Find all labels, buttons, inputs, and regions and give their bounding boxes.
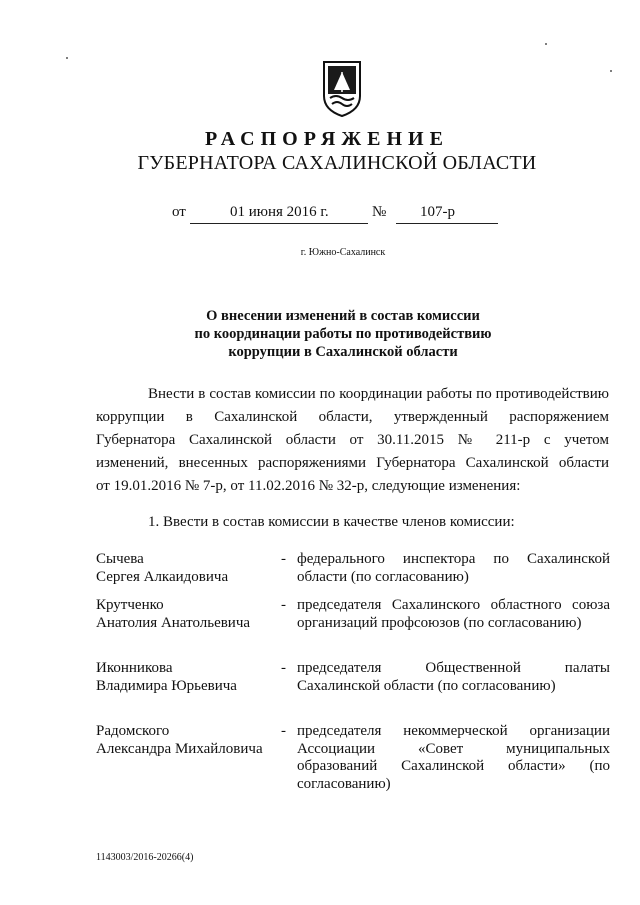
heading-line: коррупции в Сахалинской области xyxy=(228,344,458,360)
scan-speck xyxy=(545,43,547,45)
document-number: 107-р xyxy=(420,204,455,220)
member-dash: - xyxy=(281,551,286,567)
date-number-row xyxy=(0,204,640,228)
member-name xyxy=(96,723,281,758)
member-surname: Крутченко xyxy=(96,597,164,613)
document-title: РАСПОРЯЖЕНИЕ xyxy=(205,128,449,150)
member-name xyxy=(96,597,281,632)
member-name xyxy=(96,660,281,695)
number-underline xyxy=(396,223,498,224)
position-line: председателя некоммерческой организации xyxy=(297,723,610,739)
date-prefix: от xyxy=(172,204,186,220)
position-line: председателя Сахалинского областного союза xyxy=(297,597,610,613)
position-line: председателя Общественной палаты xyxy=(297,660,610,676)
paragraph-line: Внести в состав комиссии по координации работы по противодействию xyxy=(148,386,609,402)
document-subtitle: ГУБЕРНАТОРА САХАЛИНСКОЙ ОБЛАСТИ xyxy=(137,152,537,174)
member-given-names: Александра Михайловича xyxy=(96,740,263,757)
paragraph-line: Губернатора Сахалинской области от 30.11.2015 № 211-р с учетом xyxy=(96,432,609,448)
document-date: 01 июня 2016 г. xyxy=(230,204,329,220)
member-position xyxy=(297,597,610,632)
member-given-names: Анатолия Анатольевича xyxy=(96,614,251,631)
scan-speck xyxy=(66,57,68,59)
position-line: образований Сахалинской области» (по xyxy=(297,758,610,774)
member-surname: Иконникова xyxy=(96,660,173,676)
member-surname: Сычева xyxy=(96,551,144,567)
paragraph-line: от 19.01.2016 № 7-р, от 11.02.2016 № 32-р, следующие изменения: xyxy=(96,478,521,494)
coat-of-arms-icon xyxy=(322,60,362,118)
date-underline xyxy=(190,223,368,224)
member-position xyxy=(297,723,610,793)
subject-heading xyxy=(0,307,640,361)
member-position xyxy=(297,660,610,695)
item-1: 1. Ввести в состав комиссии в качестве членов комиссии: xyxy=(148,514,515,530)
member-name xyxy=(96,551,281,586)
document-code: 1143003/2016-20266(4) xyxy=(96,852,194,863)
paragraph-line: коррупции в Сахалинской области, утвержденный распоряжением xyxy=(96,409,609,425)
member-dash: - xyxy=(281,660,286,676)
position-line: согласованию) xyxy=(297,775,391,792)
number-sign: № xyxy=(372,204,387,220)
position-line: области (по согласованию) xyxy=(297,568,469,585)
member-given-names: Сергея Алкаидовича xyxy=(96,568,229,585)
member-given-names: Владимира Юрьевича xyxy=(96,677,237,694)
position-line: организаций профсоюзов (по согласованию) xyxy=(297,614,582,631)
paragraph-line: изменений, внесенных распоряжениями Губернатора Сахалинской области xyxy=(96,455,609,471)
member-dash: - xyxy=(281,723,286,739)
city: г. Южно-Сахалинск xyxy=(300,247,386,258)
member-position xyxy=(297,551,610,586)
position-line: федерального инспектора по Сахалинской xyxy=(297,551,610,567)
heading-line: по координации работы по противодействию xyxy=(194,326,492,342)
position-line: Сахалинской области (по согласованию) xyxy=(297,677,556,694)
member-surname: Радомского xyxy=(96,723,170,739)
scan-speck xyxy=(610,70,612,72)
position-line: Ассоциации «Совет муниципальных xyxy=(297,740,610,757)
member-dash: - xyxy=(281,597,286,613)
body-paragraph xyxy=(96,383,609,498)
heading-line: О внесении изменений в состав комиссии xyxy=(206,308,480,324)
